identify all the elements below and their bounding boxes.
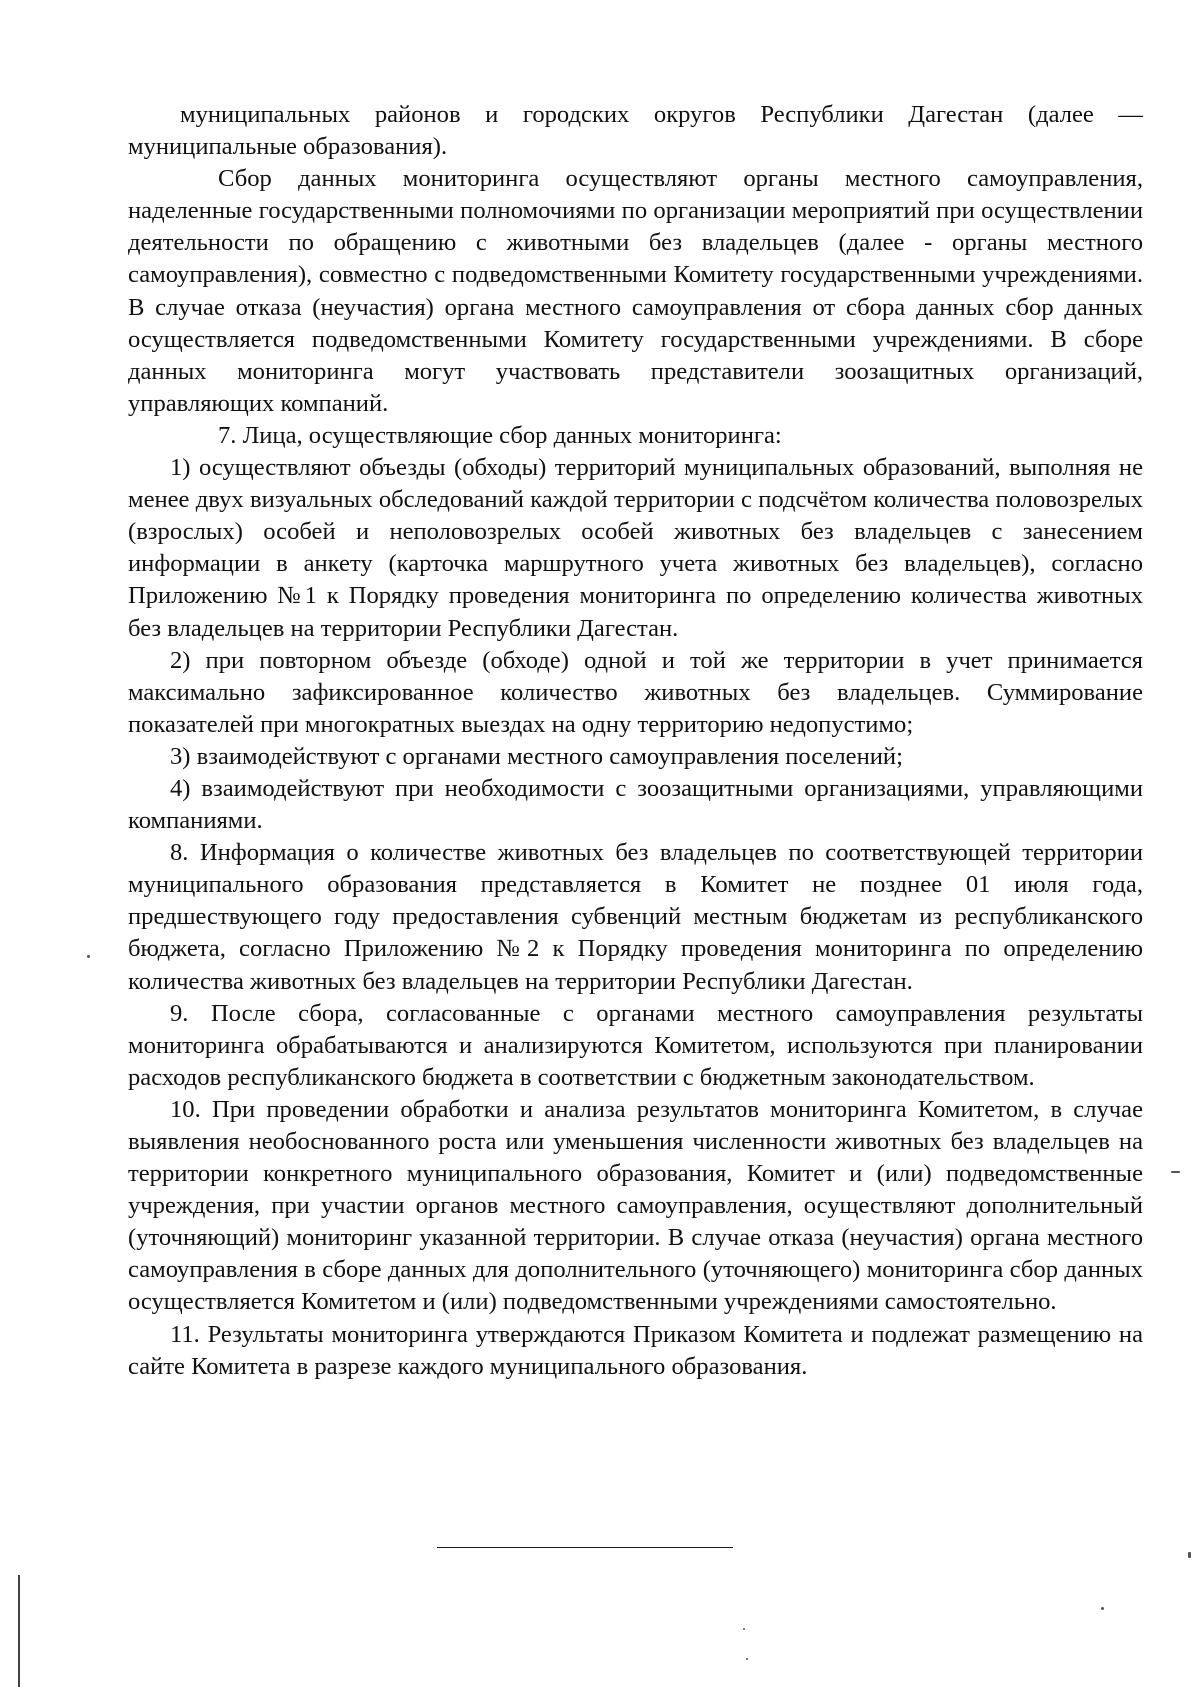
scan-speck	[1171, 1171, 1180, 1173]
scan-speck	[1101, 1607, 1104, 1610]
paragraph-data-collectors: Сбор данных мониторинга осуществляют органы местного самоуправления, наделенные государственными полномочиями по организации мероприятий при осуществлении деятельности по обращению с животными без владельцев (далее - органы местного самоуправления), совместно с подведомственными Комитету государственными учреждениями. В случае отказа (неучастия) органа местного самоуправления от сбора данных сбор данных осуществляется подведомственными Комитету государственными учреждениями. В сборе данных мониторинга могут участвовать представители зоозащитных организаций, управляющих компаний.	[128, 165, 1143, 417]
paragraph-item-9: 9. После сбора, согласованные с органами местного самоуправления результаты мониторинга обрабатываются и анализируются Комитетом, используются при планировании расходов республиканского бюджета в соответствии с бюджетным законодательством.	[128, 999, 1143, 1091]
paragraph-municipal-definition: муниципальных районов и городских округов Республики Дагестан (далее — муниципальные образования).	[128, 101, 1143, 161]
paragraph-subitem-3: 3) взаимодействуют с органами местного самоуправления поселений;	[170, 742, 903, 770]
scan-speck	[87, 955, 90, 958]
scan-speck	[743, 1628, 745, 1630]
document-body	[128, 99, 1143, 1383]
closing-separator-line	[437, 1547, 733, 1548]
paragraph-subitem-2: 2) при повторном объезде (обходе) одной и той же территории в учет принимается максимально зафиксированное количество животных без владельцев. Суммирование показателей при многократных выездах на одну территорию недопустимо;	[128, 646, 1143, 738]
paragraph-subitem-1: 1) осуществляют объезды (обходы) территорий муниципальных образований, выполняя не менее двух визуальных обследований каждой территории с подсчётом количества половозрелых (взрослых) особей и неполовозрелых особей животных без владельцев с занесением информации в анкету (карточка маршрутного учета животных без владельцев), согласно Приложению №1 к Порядку проведения мониторинга по определению количества животных без владельцев на территории Республики Дагестан.	[128, 454, 1143, 642]
paragraph-item-8: 8. Информация о количестве животных без владельцев по соответствующей территории муниципального образования представляется в Комитет не позднее 01 июля года, предшествующего году предоставления субвенций местным бюджетам из республиканского бюджета, согласно Приложению №2 к Порядку проведения мониторинга по определению количества животных без владельцев на территории Республики Дагестан.	[128, 839, 1143, 995]
paragraph-item-11: 11. Результаты мониторинга утверждаются Приказом Комитета и подлежат размещению на сайте Комитета в разрезе каждого муниципального образования.	[128, 1320, 1143, 1380]
paragraph-item-7: 7. Лица, осуществляющие сбор данных мониторинга:	[218, 421, 782, 449]
scan-edge-mark	[18, 1575, 20, 1687]
scan-speck	[746, 1658, 748, 1660]
paragraph-subitem-4: 4) взаимодействуют при необходимости с зоозащитными организациями, управляющими компаниями.	[128, 774, 1143, 835]
paragraph-item-10: 10. При проведении обработки и анализа результатов мониторинга Комитетом, в случае выявления необоснованного роста или уменьшения численности животных без владельцев на территории конкретного муниципального образования, Комитет и (или) подведомственные учреждения, при участии органов местного самоуправления, осуществляют дополнительный (уточняющий) мониторинг указанной территории. В случае отказа (неучастия) органа местного самоуправления в сборе данных для дополнительного (уточняющего) мониторинга сбор данных осуществляется Комитетом и (или) подведомственными учреждениями самостоятельно.	[128, 1095, 1143, 1316]
scan-speck	[1188, 1552, 1191, 1558]
